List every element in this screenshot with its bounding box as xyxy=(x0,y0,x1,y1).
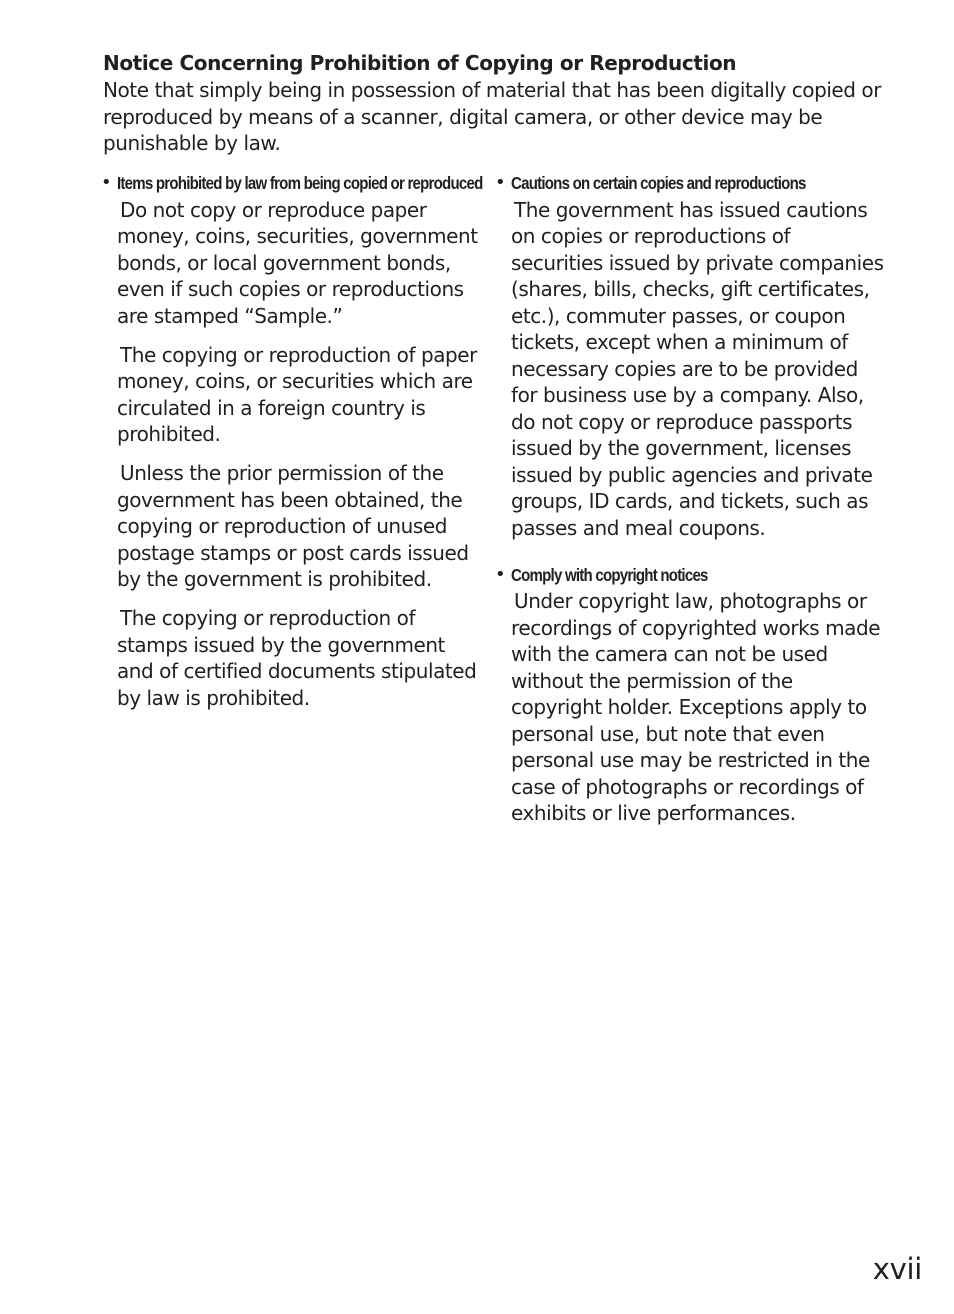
right-column xyxy=(494,170,884,839)
page-number: xvii xyxy=(872,1252,922,1286)
notice-intro: Note that simply being in possession of material that has been digitally copied or reproduced by means of a scanner, digital camera, or other device may be punishable by law. xyxy=(103,78,881,155)
bullet-item-copyright xyxy=(494,562,884,827)
item-heading: Items prohibited by law from being copied or reproduced xyxy=(117,173,483,193)
left-column xyxy=(100,170,485,724)
bullet-icon: • xyxy=(495,172,506,193)
bullet-item-prohibited xyxy=(100,170,485,711)
paragraph: The government has issued cautions on copies or reproductions of securities issued by private companies (shares, bills, checks, gift certificates, etc.), commuter passes, or coupon tickets, except when a minimum of necessary copies are to be provided for business use by a company. Also, do not copy or reproduce passports issued by the government, licenses issued by public agencies and private groups, ID cards, and tickets, such as passes and meal coupons. xyxy=(511,197,884,540)
paragraph: The copying or reproduction of stamps issued by the government and of certified documents stipulated by law is prohibited. xyxy=(117,606,477,710)
paragraph: The copying or reproduction of paper money, coins, or securities which are circulated in a foreign country is prohibited. xyxy=(117,342,477,446)
notice-title: Notice Concerning Prohibition of Copying or Reproduction xyxy=(103,51,737,75)
paragraph: Under copyright law, photographs or recordings of copyrighted works made with the camera can not be used without the permission of the copyright holder. Exceptions apply to personal use, but note that even personal use may be restricted in the case of photographs or recordings of exhibits or live performances. xyxy=(511,589,881,825)
item-heading: Cautions on certain copies and reproductions xyxy=(511,173,806,193)
paragraph: Unless the prior permission of the government has been obtained, the copying or reproduction of unused postage stamps or post cards issued by the government is prohibited. xyxy=(117,461,469,591)
bullet-icon: • xyxy=(495,563,506,585)
bullet-item-cautions xyxy=(494,170,884,541)
paragraph: Do not copy or reproduce paper money, coins, securities, government bonds, or local government bonds, even if such copies or reproductions are stamped “Sample.” xyxy=(117,197,478,328)
bullet-icon: • xyxy=(101,172,112,193)
item-heading: Comply with copyright notices xyxy=(511,564,708,585)
